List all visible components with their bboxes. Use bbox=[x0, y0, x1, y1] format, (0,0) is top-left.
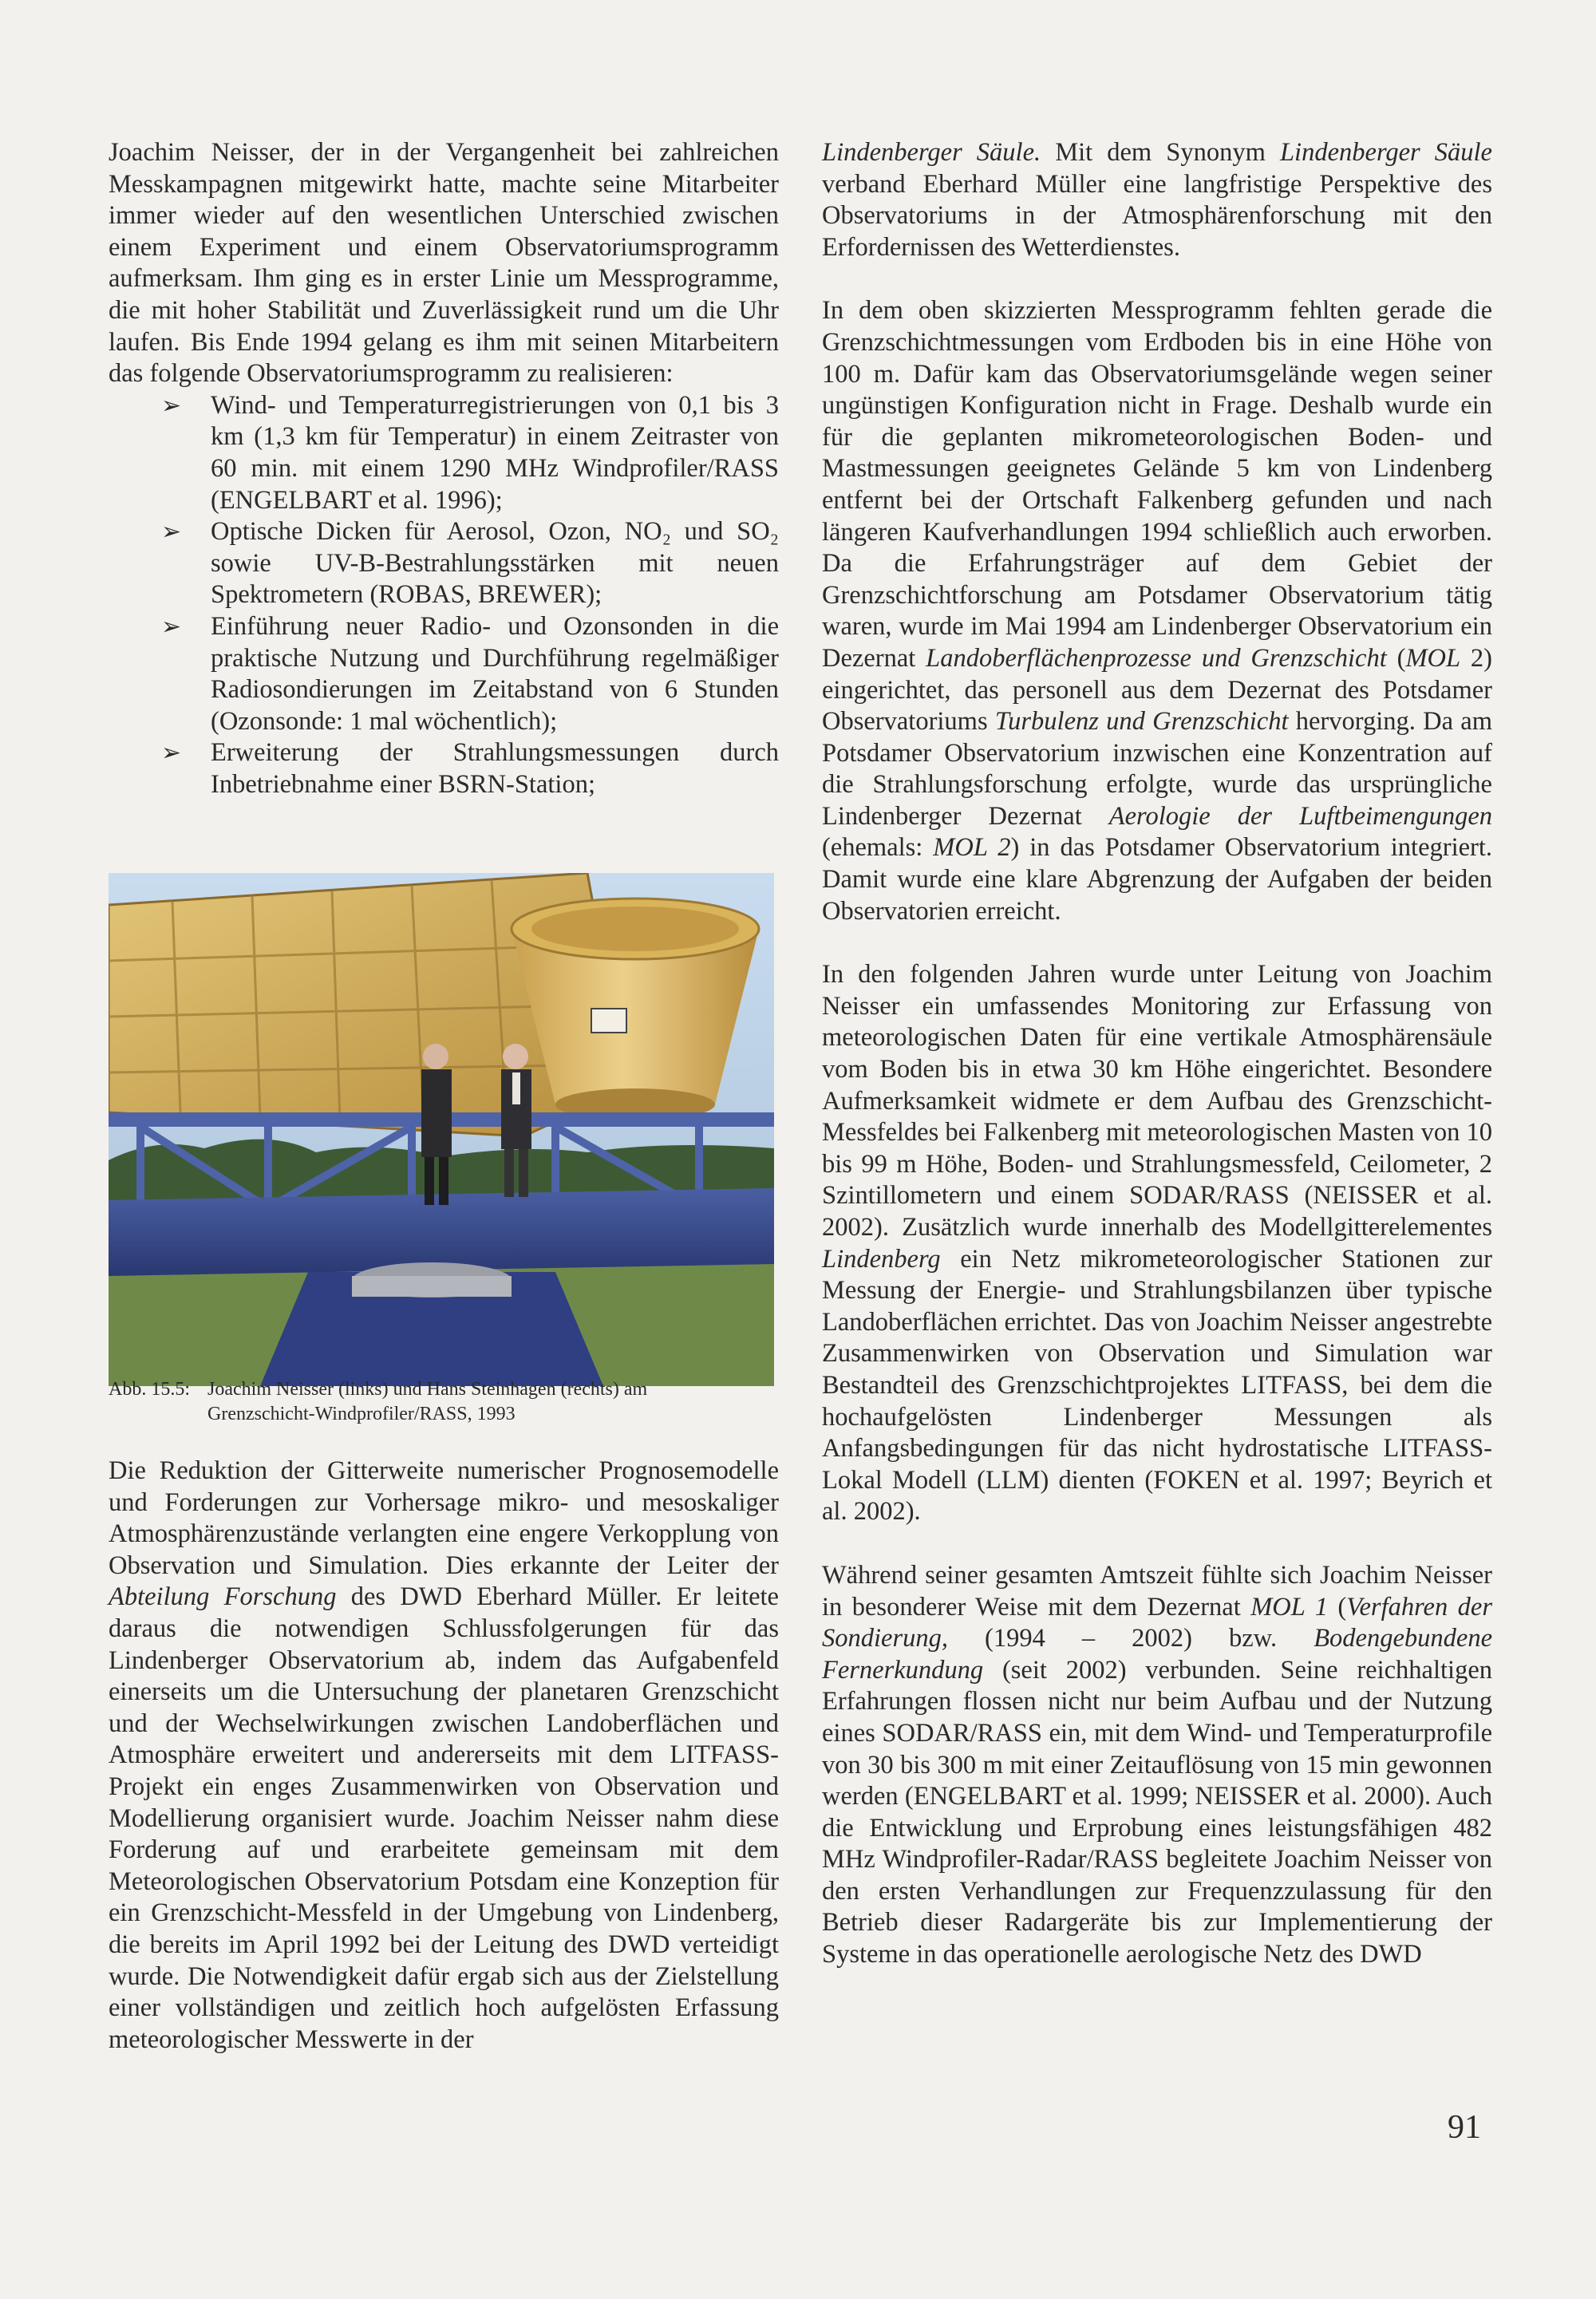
list-item: ➢ Einführung neuer Radio- und Ozonsonden in die praktische Nutzung und Durchführung regelmäßiger Radiosondierungen im Zeitabstand von 6 Stunden (Ozonsonde: 1 mal wöchentlich); bbox=[161, 611, 779, 736]
arrow-bullet-icon: ➢ bbox=[161, 518, 182, 547]
paragraph-lindenberger-saeule: Lindenberger Säule. Mit dem Synonym Lindenberger Säule verband Eberhard Müller eine langfristige Perspektive des Observatoriums in der Atmosphärenforschung mit den Erfordernissen des Wetterdienstes. bbox=[822, 138, 1492, 262]
paragraph-messprogramm: In dem oben skizzierten Messprogramm fehlten gerade die Grenzschichtmessungen vom Erdboden bis in eine Höhe von 100 m. Dafür kam das Observatoriumsgelände wegen seiner ungünstigen Konfiguration nicht in Frage. Deshalb wurde ein für die geplanten mikrometeorologischen Boden- und Mastmessungen geeignetes Gelände 5 km von Lindenberg entfernt bei der Ortschaft Falkenberg gefunden und nach längeren Kaufverhandlungen 1994 schließlich auch erworben. Da die Erfahrungsträger auf dem Gebiet der Grenzschichtforschung am Potsdamer Observatorium tätig waren, wurde im Mai 1994 am Lindenberger Observatorium ein Dezernat Landoberflächenprozesse und Grenzschicht (MOL 2) eingerichtet, das personell aus dem Dezernat des Potsdamer Observatoriums Turbulenz und Grenzschicht hervorging. Da am Potsdamer Observatorium inzwischen eine Konzentration auf die Strahlungsforschung erfolgte, wurde das ursprüngliche Lindenberger Dezernat Aerologie der Luftbeimengungen (ehemals: MOL 2) in das Potsdamer Observatorium integriert. Damit wurde eine klare Abgrenzung der Aufgaben der beiden Observatorien erreicht. bbox=[822, 296, 1493, 926]
figure-caption bbox=[109, 1377, 779, 1427]
caption-line-2: Grenzschicht-Windprofiler/RASS, 1993 bbox=[207, 1404, 516, 1424]
arrow-bullet-icon: ➢ bbox=[161, 612, 182, 641]
list-item: ➢ Wind- und Temperaturregistrierungen von 0,1 bis 3 km (1,3 km für Temperatur) in einem Zeitraster von 60 min. mit einem 1290 MHz Windprofiler/RASS (ENGELBART et al. 1996); bbox=[161, 390, 779, 515]
bullet-list bbox=[109, 390, 779, 801]
left-column-top bbox=[109, 137, 779, 800]
caption-line-1: Joachim Neisser (links) und Hans Steinhagen (rechts) am bbox=[207, 1379, 648, 1400]
right-column bbox=[822, 137, 1492, 1971]
caption-label: Abb. 15.5: bbox=[109, 1379, 190, 1400]
paragraph-monitoring: In den folgenden Jahren wurde unter Leitung von Joachim Neisser ein umfassendes Monitoring zur Erfassung von meteorologischen Daten für eine vertikale Atmosphärensäule vom Boden bis in etwa 30 km Höhe eingerichtet. Besondere Aufmerksamkeit widmete er dem Aufbau des Grenzschicht-Messfeldes bei Falkenberg mit meteorologischen Masten von 10 bis 99 m Höhe, Boden- und Strahlungsmessfeld, Ceilometer, 2 Szintillometern und einem SODAR/RASS (NEISSER et al. 2002). Zusätzlich wurde innerhalb des Modellgitterelementes Lindenberg ein Netz mikrometeorologischer Stationen zur Messung der Energie- und Strahlungsbilanzen über typische Landoberflächen errichtet. Das von Joachim Neisser angestrebte Zusammenwirken von Observation und Simulation war Bestandteil des Grenzschichtprojektes LITFASS, bei dem die hochaufgelösten Lindenberger Messungen als Anfangsbedingungen für das nicht hydrostatische LITFASS-Lokal Modell (LLM) dienten (FOKEN et al. 1997; Beyrich et al. 2002). bbox=[822, 960, 1492, 1527]
arrow-bullet-icon: ➢ bbox=[161, 391, 182, 420]
windprofiler-photo bbox=[109, 873, 774, 1386]
list-item: ➢ Erweiterung der Strahlungsmessungen durch Inbetriebnahme einer BSRN-Station; bbox=[161, 738, 779, 799]
left-column-bottom bbox=[109, 1456, 779, 2056]
paragraph-amtszeit: Während seiner gesamten Amtszeit fühlte sich Joachim Neisser in besonderer Weise mit dem Dezernat MOL 1 (Verfahren der Sondierung, (1994 – 2002) bzw. Bodengebundene Fernerkundung (seit 2002) verbunden. Seine reichhaltigen Erfahrungen flossen nicht nur beim Aufbau und der Nutzung eines SODAR/RASS ein, mit dem Wind- und Temperaturprofile von 30 bis 300 m mit einer Zeitauflösung von 15 min gewonnen werden (ENGELBART et al. 1999; NEISSER et al. 2000). Auch die Entwicklung und Erprobung eines leistungsfähigen 482 MHz Windprofiler-Radar/RASS begleitete Joachim Neisser von den ersten Verhandlungen zur Frequenzzulassung für den Betrieb dieser Radargeräte bis zur Implementierung der Systeme in das operationelle aerologische Netz des DWD bbox=[822, 1560, 1493, 1969]
paragraph-intro: Joachim Neisser, der in der Vergangenheit bei zahlreichen Messkampagnen mitgewirkt hatte, machte seine Mitarbeiter immer wieder auf den wesentlichen Unterschied zwischen einem Experiment und einem Observatoriumsprogramm aufmerksam. Ihm ging es in erster Linie um Messprogramme, die mit hoher Stabilität und Zuverlässigkeit rund um die Uhr laufen. Bis Ende 1994 gelang es ihm mit seinen Mitarbeitern das folgende Observatoriumsprogramm zu realisieren: bbox=[109, 138, 779, 389]
paragraph-reduktion: Die Reduktion der Gitterweite numerischer Prognosemodelle und Forderungen zur Vorhersage mikro- und mesoskaliger Atmosphärenzustände verlangten eine engere Verkopplung von Observation und Simulation. Dies erkannte der Leiter der Abteilung Forschung des DWD Eberhard Müller. Er leitete daraus die notwendigen Schlussfolgerungen für das Lindenberger Observatorium ab, indem das Aufgabenfeld einerseits um die Untersuchung der planetaren Grenzschicht und der Wechselwirkungen zwischen Landoberflächen und Atmosphäre erweitert und andererseits mit dem LITFASS-Projekt ein enges Zusammenwirken von Observation und Modellierung organisiert wurde. Joachim Neisser nahm diese Forderung auf und erarbeitete gemeinsam mit dem Meteorologischen Observatorium Potsdam eine Konzeption für ein Grenzschicht-Messfeld in der Umgebung von Lindenberg, die bereits im April 1992 bei der Leitung des DWD verteidigt wurde. Die Notwendigkeit dafür ergab sich aus der Zielstellung einer vollständigen und zeitlich hoch aufgelösten Erfassung meteorologischer Messwerte in der bbox=[109, 1456, 779, 2054]
arrow-bullet-icon: ➢ bbox=[161, 739, 182, 768]
windprofiler-illustration bbox=[109, 873, 774, 1386]
page-number: 91 bbox=[1448, 2109, 1481, 2146]
list-item: ➢ Optische Dicken für Aerosol, Ozon, NO₂ und SO₂ sowie UV-B-Bestrahlungsstärken mit neuen Spektrometern (ROBAS, BREWER); bbox=[161, 517, 779, 610]
